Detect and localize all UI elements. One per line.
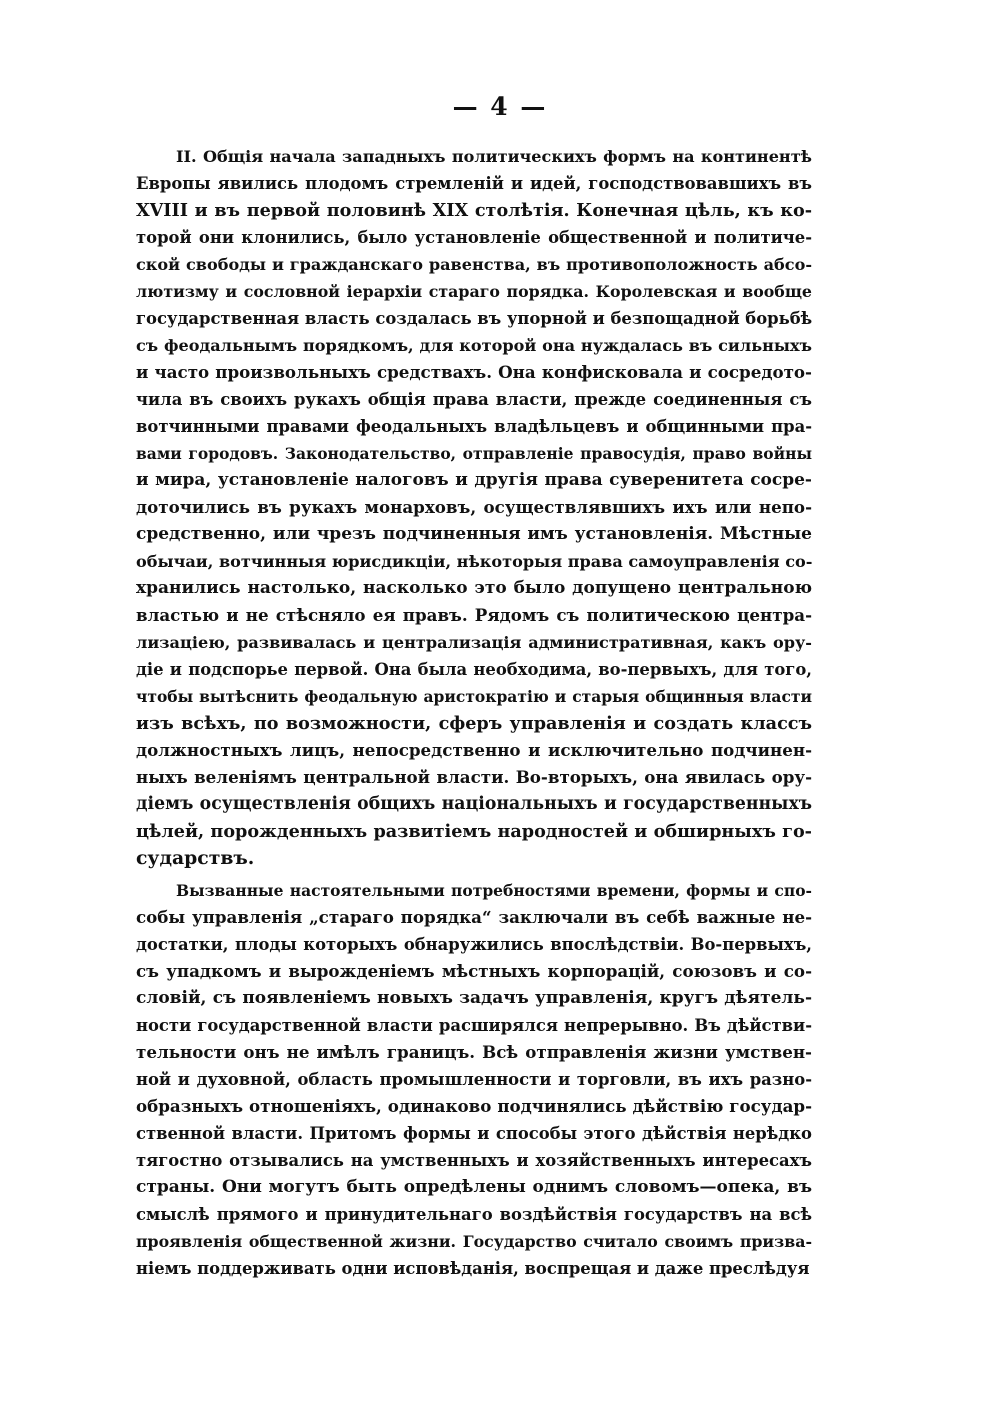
text-line: собы управленія „стараго порядка“ заключали въ себѣ важные не- (136, 907, 812, 927)
text-line: доточились въ рукахъ монарховъ, осуществлявшихъ ихъ или непо- (136, 497, 812, 517)
text-line: ніемъ поддерживать одни исповѣданія, воспрещая и даже преслѣдуя (136, 1259, 810, 1278)
text-line: образныхъ отношеніяхъ, одинаково подчинялись дѣйствію государ- (136, 1096, 812, 1116)
text-line: вами городовъ. Законодательство, отправленіе правосудія, право войны (136, 444, 812, 463)
text-line: ной и духовной, область промышленности и торговли, въ ихъ разно- (136, 1070, 812, 1089)
text-line: ныхъ веленіямъ центральной власти. Во-вторыхъ, она явилась ору- (136, 767, 812, 787)
text-line: смыслѣ прямого и принудительнаго воздѣйствія государствъ на всѣ (136, 1205, 812, 1224)
text-line: лютизму и сословной іерархіи стараго порядка. Королевская и вообще (136, 282, 812, 301)
text-line: діемъ осуществленія общихъ національныхъ и государственныхъ (136, 794, 812, 814)
text-line: изъ всѣхъ, по возможности, сферъ управленія и создать классъ (136, 713, 812, 734)
text-line: хранились настолько, насколько это было допущено центральною (136, 578, 812, 598)
text-line: тягостно отзывались на умственныхъ и хозяйственныхъ интересахъ (136, 1151, 812, 1170)
text-line: съ феодальнымъ порядкомъ, для которой она нуждалась въ сильныхъ (136, 336, 812, 355)
text-line: страны. Они могутъ быть опредѣлены однимъ словомъ—опека, въ (136, 1177, 812, 1197)
text-line: цѣлей, порожденныхъ развитіемъ народностей и обширныхъ го- (136, 821, 812, 842)
paragraph-2 (136, 877, 812, 1282)
text-line: обычаи, вотчинныя юрисдикціи, нѣкоторыя права самоуправленія со- (136, 552, 813, 571)
text-line: вотчинными правами феодальныхъ владѣльцевъ и общинными пра- (136, 417, 812, 436)
text-line: торой они клонились, было установленіе общественной и политиче- (136, 228, 812, 247)
text-line: ской свободы и гражданскаго равенства, въ противоположность абсо- (136, 255, 812, 274)
text-line: Вызванные настоятельными потребностями времени, формы и спо- (176, 881, 812, 900)
text-line: ственной власти. Притомъ формы и способы этого дѣйствія нерѣдко (136, 1124, 812, 1143)
text-line: сударствъ. (136, 847, 255, 869)
text-line: властью и не стѣсняло ея правъ. Рядомъ съ политическою центра- (136, 605, 812, 625)
text-line: и мира, установленіе налоговъ и другія права суверенитета сосре- (136, 470, 812, 490)
text-line: проявленія общественной жизни. Государство считало своимъ призва- (136, 1232, 812, 1251)
text-line: діе и подспорье первой. Она была необходима, во-первыхъ, для того, (136, 660, 812, 679)
text-line: съ упадкомъ и вырожденіемъ мѣстныхъ корпорацій, союзовъ и со- (136, 961, 812, 981)
text-line: и часто произвольныхъ средствахъ. Она конфисковала и сосредото- (136, 362, 812, 382)
text-line: ности государственной власти расширялся непрерывно. Въ дѣйстви- (136, 1016, 812, 1035)
text-line: государственная власть создалась въ упорной и безпощадной борьбѣ (136, 309, 813, 328)
text-line: XVIII и въ первой половинѣ XIX столѣтія. Конечная цѣль, къ ко- (136, 200, 812, 221)
text-line: тельности онъ не имѣлъ границъ. Всѣ отправленія жизни умствен- (136, 1042, 812, 1062)
text-line: должностныхъ лицъ, непосредственно и исключительно подчинен- (136, 740, 812, 760)
text-line: достатки, плоды которыхъ обнаружились впослѣдствіи. Во-первыхъ, (136, 935, 812, 954)
page-body (136, 143, 812, 1282)
text-line: II. Общія начала западныхъ политическихъ формъ на континентѣ (176, 147, 812, 166)
page-number: — 4 — (452, 92, 548, 121)
text-line: Европы явились плодомъ стремленій и идей, господствовавшихъ въ (136, 174, 812, 193)
text-line: чтобы вытѣснить феодальную аристократію и старыя общинныя власти (136, 687, 812, 706)
text-line: средственно, или чрезъ подчиненныя имъ установленія. Мѣстные (136, 524, 812, 544)
text-line: лизаціею, развивалась и централизація административная, какъ ору- (136, 633, 812, 652)
paragraph-1 (136, 143, 812, 872)
text-line: словій, съ появленіемъ новыхъ задачъ управленія, кругъ дѣятель- (136, 988, 812, 1008)
text-line: чила въ своихъ рукахъ общія права власти, прежде соединенныя съ (136, 390, 812, 409)
